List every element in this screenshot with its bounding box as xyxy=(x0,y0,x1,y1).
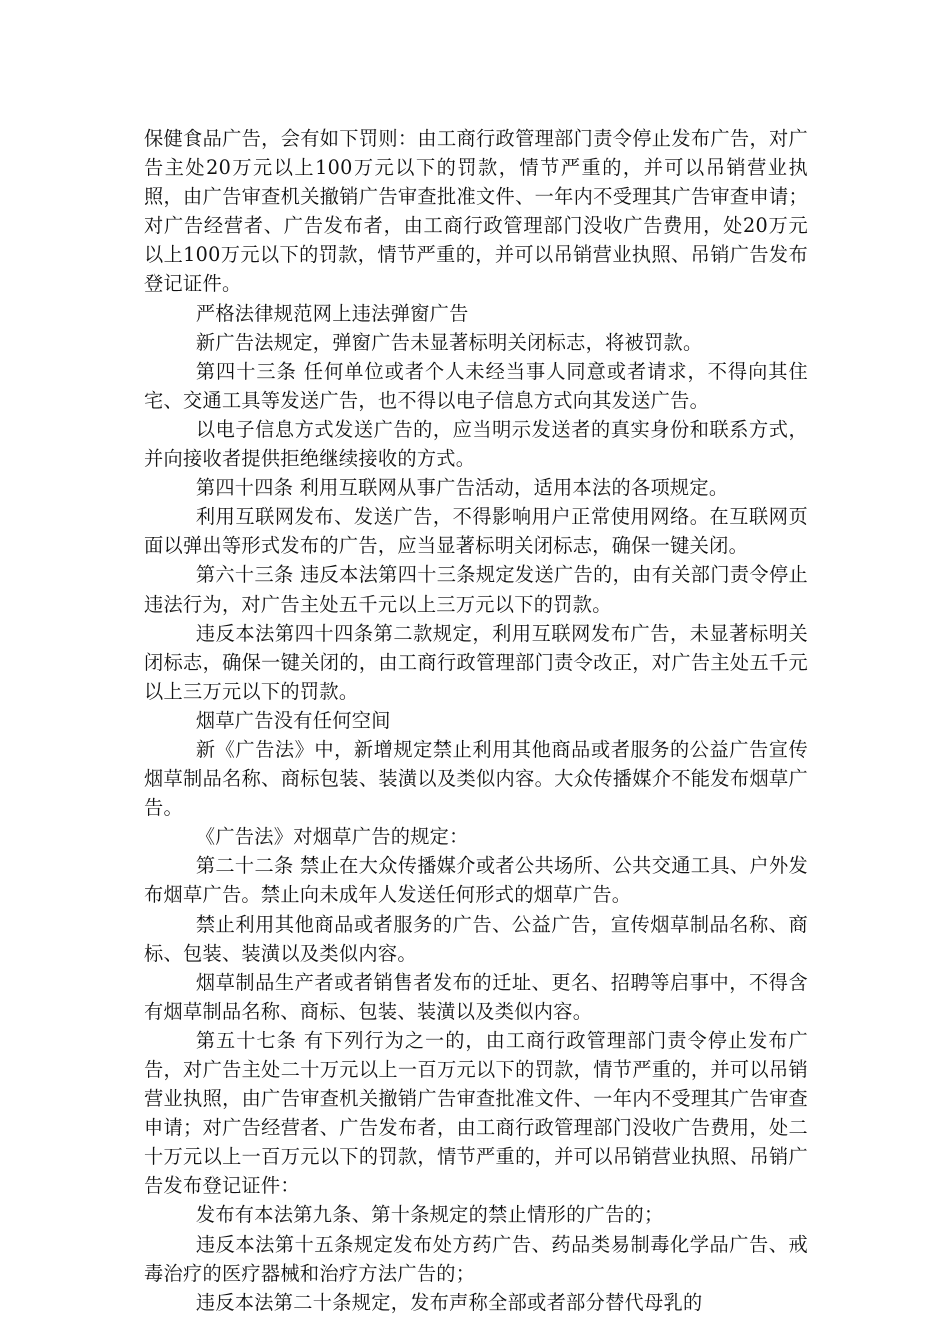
paragraph-electronic-ads: 以电子信息方式发送广告的，应当明示发送者的真实身份和联系方式，并向接收者提供拒绝继续接收的方式。 xyxy=(144,417,808,471)
paragraph-article-43: 第四十三条 任何单位或者个人未经当事人同意或者请求，不得向其住宅、交通工具等发送广告，也不得以电子信息方式向其发送广告。 xyxy=(144,359,808,412)
section-heading-popup-ads: 严格法律规范网上违法弹窗广告 xyxy=(195,301,469,325)
section-heading-tobacco-ads: 烟草广告没有任何空间 xyxy=(195,708,391,732)
paragraph-health-food-penalties: 保健食品广告，会有如下罚则：由工商行政管理部门责令停止发布广告，对广告主处20万元以上100万元以下的罚款，情节严重的，并可以吊销营业执照，由广告审查机关撤销广告审查批准文件、一年内不受理其广告审查申请；对广告经营者、广告发布者，由工商行政管理部门没收广告费用，处20万元以上100万元以下的罚款，情节严重的，并可以吊销营业执照、吊销广告发布登记证件。 xyxy=(144,127,808,296)
paragraph-popup-penalty: 新广告法规定，弹窗广告未显著标明关闭标志，将被罚款。 xyxy=(195,330,703,354)
list-item-article-15: 违反本法第十五条规定发布处方药广告、药品类易制毒化学品广告、戒毒治疗的医疗器械和治疗方法广告的； xyxy=(144,1232,808,1285)
paragraph-internet-ads: 利用互联网发布、发送广告，不得影响用户正常使用网络。在互联网页面以弹出等形式发布的广告，应当显著标明关闭标志，确保一键关闭。 xyxy=(144,505,808,558)
paragraph-tobacco-notices: 烟草制品生产者或者销售者发布的迁址、更名、招聘等启事中，不得含有烟草制品名称、商标、包装、装潢以及类似内容。 xyxy=(144,970,808,1023)
paragraph-article-57: 第五十七条 有下列行为之一的，由工商行政管理部门责令停止发布广告，对广告主处二十万元以上一百万元以下的罚款，情节严重的，并可以吊销营业执照，由广告审查机关撤销广告审查批准文件、一年内不受理其广告审查申请；对广告经营者、广告发布者，由工商行政管理部门没收广告费用，处二十万元以上一百万元以下的罚款，情节严重的，并可以吊销营业执照、吊销广告发布登记证件： xyxy=(144,1028,808,1198)
paragraph-new-advertising-law: 新《广告法》中，新增规定禁止利用其他商品或者服务的公益广告宣传烟草制品名称、商标包装、装潢以及类似内容。大众传播媒介不能发布烟草广告。 xyxy=(144,737,808,820)
list-item-article-20: 违反本法第二十条规定，发布声称全部或者部分替代母乳的 xyxy=(195,1290,703,1314)
paragraph-article-63: 第六十三条 违反本法第四十三条规定发送广告的，由有关部门责令停止违法行为，对广告主处五千元以上三万元以下的罚款。 xyxy=(144,563,808,616)
list-item-article-9-10: 发布有本法第九条、第十条规定的禁止情形的广告的； xyxy=(195,1203,664,1227)
paragraph-article-44-violation: 违反本法第四十四条第二款规定，利用互联网发布广告，未显著标明关闭标志，确保一键关闭的，由工商行政管理部门责令改正，对广告主处五千元以上三万元以下的罚款。 xyxy=(144,621,808,703)
section-heading-tobacco-rules: 《广告法》对烟草广告的规定： xyxy=(195,825,469,849)
paragraph-tobacco-public-service: 禁止利用其他商品或者服务的广告、公益广告，宣传烟草制品名称、商标、包装、装潢以及类似内容。 xyxy=(144,912,808,965)
paragraph-article-44: 第四十四条 利用互联网从事广告活动，适用本法的各项规定。 xyxy=(195,476,729,500)
paragraph-article-22: 第二十二条 禁止在大众传播媒介或者公共场所、公共交通工具、户外发布烟草广告。禁止向未成年人发送任何形式的烟草广告。 xyxy=(144,854,808,907)
document-body xyxy=(144,124,808,1317)
